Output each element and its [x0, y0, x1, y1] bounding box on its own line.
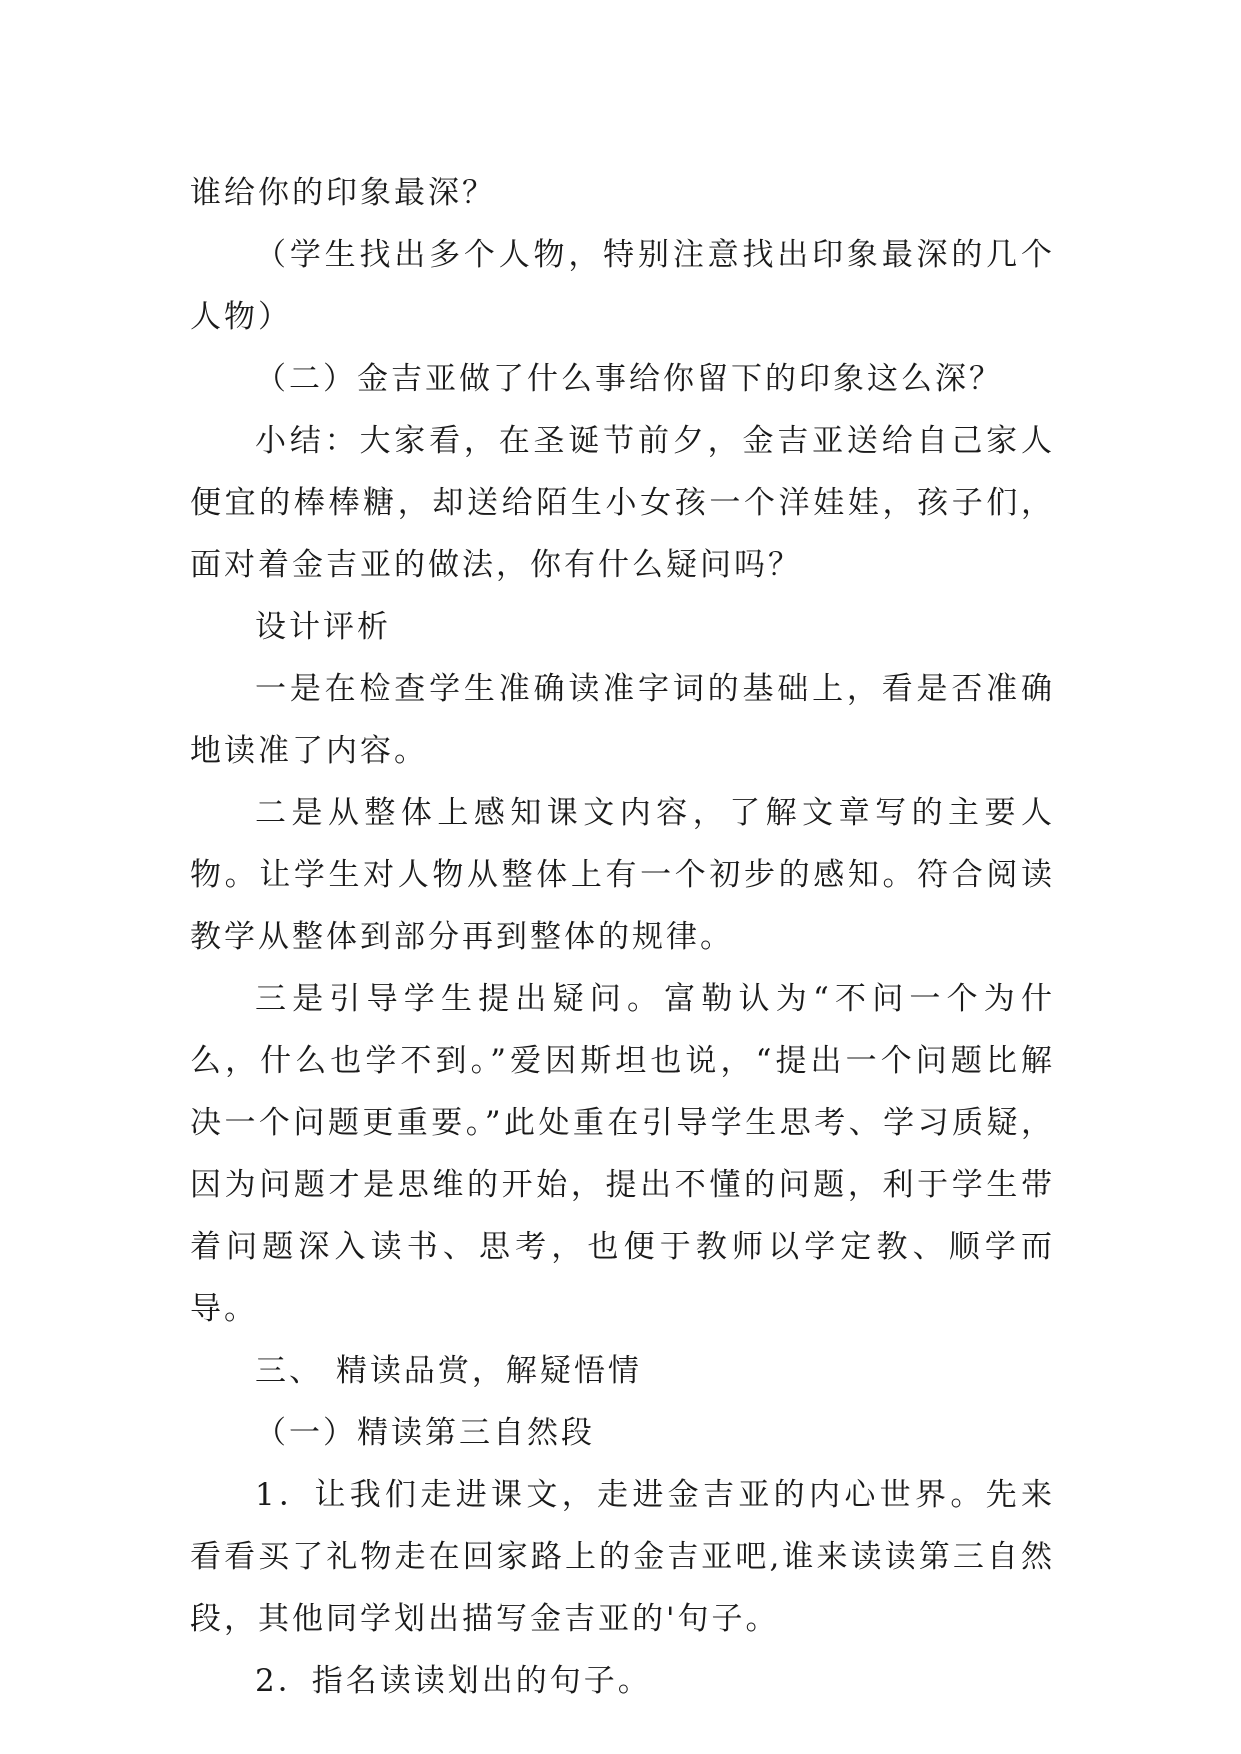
- paragraph-design-heading: 设计评析: [255, 609, 391, 645]
- paragraph-summary: 小结：大家看，在圣诞节前夕，金吉亚送给自己家人便宜的棒棒糖，却送给陌生小女孩一个洋娃娃，孩子们，面对着金吉亚的做法，你有什么疑问吗？: [190, 423, 1055, 583]
- list-item-1: 1．让我们走进课文，走进金吉亚的内心世界。先来看看买了礼物走在回家路上的金吉亚吧,谁来读读第三自然段，其他同学划出描写金吉亚的'句子。: [190, 1477, 1055, 1637]
- paragraph-analysis-1: 一是在检查学生准确读准字词的基础上，看是否准确地读准了内容。: [190, 671, 1055, 769]
- list-item-2: 2．指名读读划出的句子。: [255, 1663, 652, 1699]
- document-body: [190, 162, 1055, 1712]
- paragraph-analysis-3: 三是引导学生提出疑问。富勒认为“不问一个为什么，什么也学不到。”爱因斯坦也说，“提出一个问题比解决一个问题更重要。”此处重在引导学生思考、学习质疑，因为问题才是思维的开始，提出不懂的问题，利于学生带着问题深入读书、思考，也便于教师以学定教、顺学而导。: [190, 981, 1055, 1327]
- subsection-heading-1: （一）精读第三自然段: [255, 1415, 595, 1451]
- paragraph-question: 谁给你的印象最深？: [190, 175, 496, 211]
- paragraph-student-note: （学生找出多个人物，特别注意找出印象最深的几个人物）: [190, 237, 1055, 335]
- paragraph-subheading-2: （二）金吉亚做了什么事给你留下的印象这么深？: [255, 361, 1003, 397]
- paragraph-analysis-2: 二是从整体上感知课文内容，了解文章写的主要人物。让学生对人物从整体上有一个初步的感知。符合阅读教学从整体到部分再到整体的规律。: [190, 795, 1055, 955]
- section-heading-3: 三、 精读品赏，解疑悟情: [255, 1353, 642, 1389]
